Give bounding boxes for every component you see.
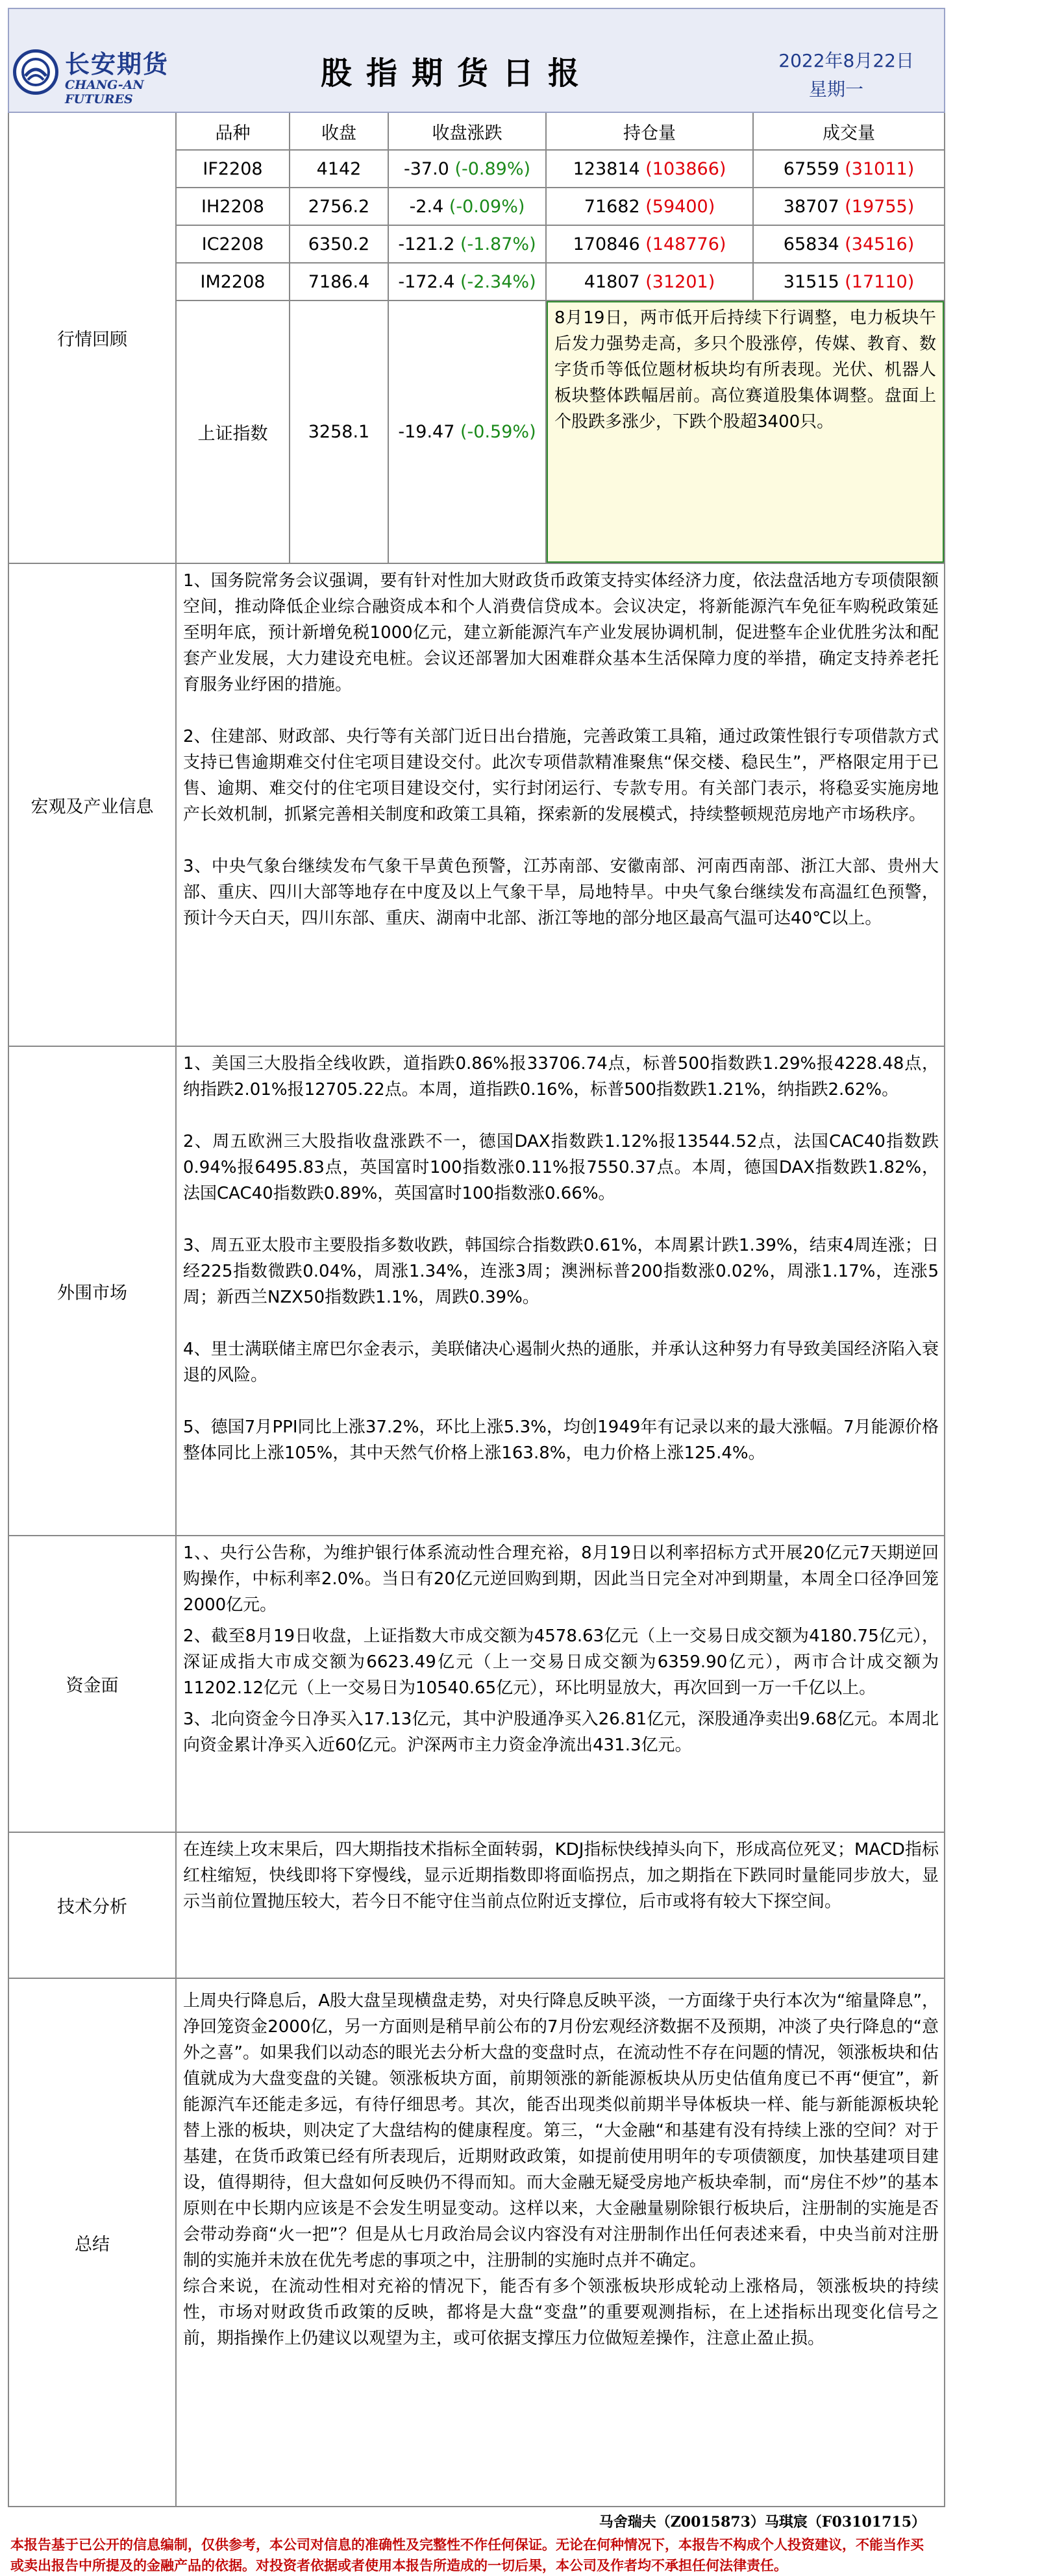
change-value: -172.4: [398, 271, 455, 292]
close-price: 7186.4: [290, 264, 389, 300]
close-change: [389, 188, 547, 225]
macro-industry-section: [8, 564, 945, 1047]
contract-name: IH2208: [177, 188, 290, 225]
close-change: [389, 264, 547, 300]
paragraph: 3、北向资金今日净买入17.13亿元，其中沪股通净买入26.81亿元，深股通净卖出9.68亿元。本周北向资金累计净买入近60亿元。沪深两市主力资金净流出431.3亿元。: [183, 1710, 939, 1755]
overseas-market-section: [8, 1047, 945, 1536]
change-percent: (-0.89%): [454, 158, 531, 179]
paragraph: 1、国务院常务会议强调，要有针对性加大财政货币政策支持实体经济力度，依法盘活地方专项债限额空间，推动降低企业综合融资成本和个人消费信贷成本。会议决定，将新能源汽车免征车购税政策延至明年底，预计新增免税1000亿元，建立新能源汽车产业发展协调机制，促进整车企业优胜劣汰和配套产业发展，大力建设充电桩。会议还部署加大困难群众基本生活保障力度的举措，确定支持养老托育服务业纾困的措施。: [183, 571, 939, 694]
section-label: 外围市场: [9, 1047, 177, 1535]
table-row: [177, 188, 944, 226]
table-header-row: [177, 113, 944, 151]
paragraph: 5、德国7月PPI同比上涨37.2%，环比上涨5.3%，均创1949年有记录以来的最大涨幅。7月能源价格整体同比上涨105%，其中天然气价格上涨163.8%，电力价格上涨125.4%。: [183, 1417, 939, 1463]
volume-value: 67559: [783, 158, 839, 179]
change-percent: (-1.87%): [460, 234, 536, 254]
section-body: [177, 1047, 944, 1535]
table-row: [177, 226, 944, 264]
volume-value: 65834: [783, 234, 839, 254]
change-percent: (-0.09%): [449, 196, 525, 217]
volume-value: 38707: [783, 196, 839, 217]
report-date: 2022年8月22日: [778, 50, 914, 71]
section-body: [177, 1833, 944, 1978]
volume-change: (34516): [845, 234, 915, 254]
paragraph: 综合来说，在流动性相对充裕的情况下，能否有多个领涨板块形成轮动上涨格局，领涨板块的持续性，市场对财政货币政策的反映，都将是大盘“变盘”的重要观测指标，在上述指标出现变化信号之前，期指操作上仍建议以观望为主，或可依据支撑压力位做短差操作，注意止盈止损。: [183, 2277, 939, 2348]
section-label: 技术分析: [9, 1833, 177, 1978]
paragraph: 上周央行降息后，A股大盘呈现横盘走势，对央行降息反映平淡，一方面缘于央行本次为“缩量降息”，净回笼资金2000亿，另一方面则是稍早前公布的7月份宏观经济数据不及预期，冲淡了央行降息的“意外之喜”。如果我们以动态的眼光去分析大盘的变盘时点，在流动性不存在问题的情况，领涨板块和估值就成为大盘变盘的关键。领涨板块方面，前期领涨的新能源板块从历史估值角度已不再“便宜”，新能源汽车还能走多远，有待仔细思考。其次，能否出现类似前期半导体板块一样、能与新能源板块轮替上涨的板块，则决定了大盘结构的健康程度。第三，“大金融“和基建有没有持续上涨的空间？对于基建，在货币政策已经有所表现后，近期财政政策，如提前使用明年的专项债额度，加快基建项目建设，值得期待，但大盘如何反映仍不得而知。而大金融无疑受房地产板块牵制，而“房住不炒”的基本原则在中长期内应该是不会发生明显变动。这样以来，大金融量剔除银行板块后，注册制的实施是否会带动券商“火一把”？但是从七月政治局会议内容没有对注册制作出任何表述来看，中央当前对注册制的实施并未放在优先考虑的事项之中，注册制的实施时点并不确定。: [183, 1991, 939, 2270]
contract-name: IF2208: [177, 151, 290, 187]
company-logo: [13, 44, 169, 104]
section-label: 宏观及产业信息: [9, 564, 177, 1046]
close-change: [389, 226, 547, 262]
section-body: [177, 1979, 944, 2506]
oi-change: (103866): [645, 158, 726, 179]
oi-value: 123814: [573, 158, 640, 179]
report-footer: [8, 2507, 945, 2573]
close-price: 6350.2: [290, 226, 389, 262]
market-table: [177, 113, 944, 563]
market-review-section: [8, 113, 945, 564]
logo-emblem-icon: [13, 49, 58, 95]
index-row: [177, 301, 944, 563]
table-row: [177, 264, 944, 301]
report-title: 股指期货日报: [321, 55, 594, 92]
volume-change: (19755): [845, 196, 915, 217]
paragraph: 1、美国三大股指全线收跌，道指跌0.86%报33706.74点，标普500指数跌1.29%报4228.48点，纳指跌2.01%报12705.22点。本周，道指跌0.16%，标普500指数跌1.21%，纳指跌2.62%。: [183, 1054, 939, 1099]
oi-change: (59400): [645, 196, 715, 217]
close-price: 2756.2: [290, 188, 389, 225]
volume-change: (17110): [845, 271, 915, 292]
volume: [754, 151, 944, 187]
change-value: -37.0: [403, 158, 449, 179]
oi-change: (31201): [645, 271, 715, 292]
close-price: 4142: [290, 151, 389, 187]
volume: [754, 226, 944, 262]
paragraph: 2、住建部、财政部、央行等有关部门近日出台措施，完善政策工具箱，通过政策性银行专项借款方式支持已售逾期难交付住宅项目建设交付。此次专项借款精准聚焦“保交楼、稳民生”，严格限定用于已售、逾期、难交付的住宅项目建设交付，实行封闭运行、专款专用。有关部门表示，将稳妥实施房地产长效机制，抓紧完善相关制度和政策工具箱，探索新的发展模式，持续整顿规范房地产市场秩序。: [183, 727, 939, 824]
disclaimer: 本报告基于已公开的信息编制，仅供参考，本公司对信息的准确性及完整性不作任何保证。无论在何种情况下，本报告不构成个人投资建议，不能当作买或卖出报告中所提及的金融产品的依据。对投资者依据或者使用本报告所造成的一切后果，本公司及作者均不承担任何法律责任。: [10, 2536, 924, 2573]
logo-text-cn: 长安期货: [65, 50, 169, 79]
technical-analysis-section: [8, 1833, 945, 1979]
close-change: [389, 151, 547, 187]
volume: [754, 264, 944, 300]
report-weekday: 星期一: [809, 79, 864, 100]
change-percent: (-0.59%): [460, 422, 536, 442]
section-label: 行情回顾: [9, 113, 177, 563]
change-value: -19.47: [398, 422, 455, 442]
column-header: 收盘: [290, 113, 389, 149]
section-label: 总结: [9, 1979, 177, 2506]
logo-text-en: CHANG-AN FUTURES: [65, 78, 144, 106]
open-interest: [547, 226, 754, 262]
paragraph: 3、周五亚太股市主要股指多数收跌，韩国综合指数跌0.61%，本周累计跌1.39%，结束4周连涨；日经225指数微跌0.04%，周涨1.34%，连涨3周；澳洲标普200指数涨0.02%，周涨1.17%，连涨5周；新西兰NZX50指数跌1.1%，周跌0.39%。: [183, 1236, 939, 1307]
paragraph: 4、里士满联储主席巴尔金表示，美联储决心遏制火热的通胀，并承认这种努力有导致美国经济陷入衰退的风险。: [183, 1340, 939, 1385]
contract-name: IC2208: [177, 226, 290, 262]
market-comment: 8月19日，两市低开后持续下行调整，电力板块午后发力强势走高，多只个股涨停，传媒、教育、数字货币等低位题材板块均有所表现。光伏、机器人板块整体跌幅居前。高位赛道股集体调整。盘面上个股跌多涨少，下跌个股超3400只。: [547, 301, 944, 563]
summary-section: [8, 1979, 945, 2507]
volume: [754, 188, 944, 225]
paragraph: 在连续上攻末果后，四大期指技术指标全面转弱，KDJ指标快线掉头向下，形成高位死叉；MACD指标红柱缩短，快线即将下穿慢线，显示近期指数即将面临拐点，加之期指在下跌同时量能同步放大，显示当前位置抛压较大，若今日不能守住当前点位附近支撑位，后市或将有较大下探空间。: [183, 1840, 939, 1911]
oi-value: 41807: [584, 271, 640, 292]
paragraph: 2、截至8月19日收盘，上证指数大市成交额为4578.63亿元（上一交易日成交额为4180.75亿元），深证成指大市成交额为6623.49亿元（上一交易日成交额为6359.90亿元），两市合计成交额为11202.12亿元（上一交易日为10540.65亿元），环比明显放大，再次回到一万一千亿以上。: [183, 1626, 939, 1698]
open-interest: [547, 264, 754, 300]
funds-section: [8, 1536, 945, 1833]
paragraph: 1、、央行公告称，为维护银行体系流动性合理充裕，8月19日以利率招标方式开展20亿元7天期逆回购操作，中标利率2.0%。当日有20亿元逆回购到期，因此当日完全对冲到期量，本周全口径净回笼2000亿元。: [183, 1543, 939, 1615]
open-interest: [547, 188, 754, 225]
column-header: 收盘涨跌: [389, 113, 547, 149]
column-header: 持仓量: [547, 113, 754, 149]
open-interest: [547, 151, 754, 187]
table-row: [177, 151, 944, 188]
change-percent: (-2.34%): [460, 271, 536, 292]
column-header: 品种: [177, 113, 290, 149]
report-header: [8, 8, 945, 113]
section-label: 资金面: [9, 1536, 177, 1832]
volume-value: 31515: [783, 271, 839, 292]
authors: 马舍瑞夫（Z0015873）马琪宸（F03101715）: [599, 2514, 926, 2531]
oi-value: 170846: [573, 234, 640, 254]
paragraph: 3、中央气象台继续发布气象干旱黄色预警，江苏南部、安徽南部、河南西南部、浙江大部、贵州大部、重庆、四川大部等地存在中度及以上气象干旱，局地特旱。中央气象台继续发布高温红色预警，预计今天白天，四川东部、重庆、湖南中北部、浙江等地的部分地区最高气温可达40℃以上。: [183, 857, 939, 928]
contract-name: IM2208: [177, 264, 290, 300]
change-value: -121.2: [398, 234, 455, 254]
oi-value: 71682: [584, 196, 640, 217]
index-name: 上证指数: [177, 301, 290, 563]
paragraph: 2、周五欧洲三大股指收盘涨跌不一，德国DAX指数跌1.12%报13544.52点，法国CAC40指数跌0.94%报6495.83点，英国富时100指数涨0.11%报7550.37点。本周，德国DAX指数跌1.82%，法国CAC40指数跌0.89%，英国富时100指数涨0.66%。: [183, 1132, 939, 1203]
volume-change: (31011): [845, 158, 915, 179]
oi-change: (148776): [645, 234, 726, 254]
index-change: [389, 301, 547, 563]
change-value: -2.4: [409, 196, 444, 217]
section-body: [177, 1536, 944, 1832]
index-close: 3258.1: [290, 301, 389, 563]
column-header: 成交量: [823, 123, 875, 143]
report-page: [8, 8, 945, 2573]
section-body: [177, 564, 944, 1046]
